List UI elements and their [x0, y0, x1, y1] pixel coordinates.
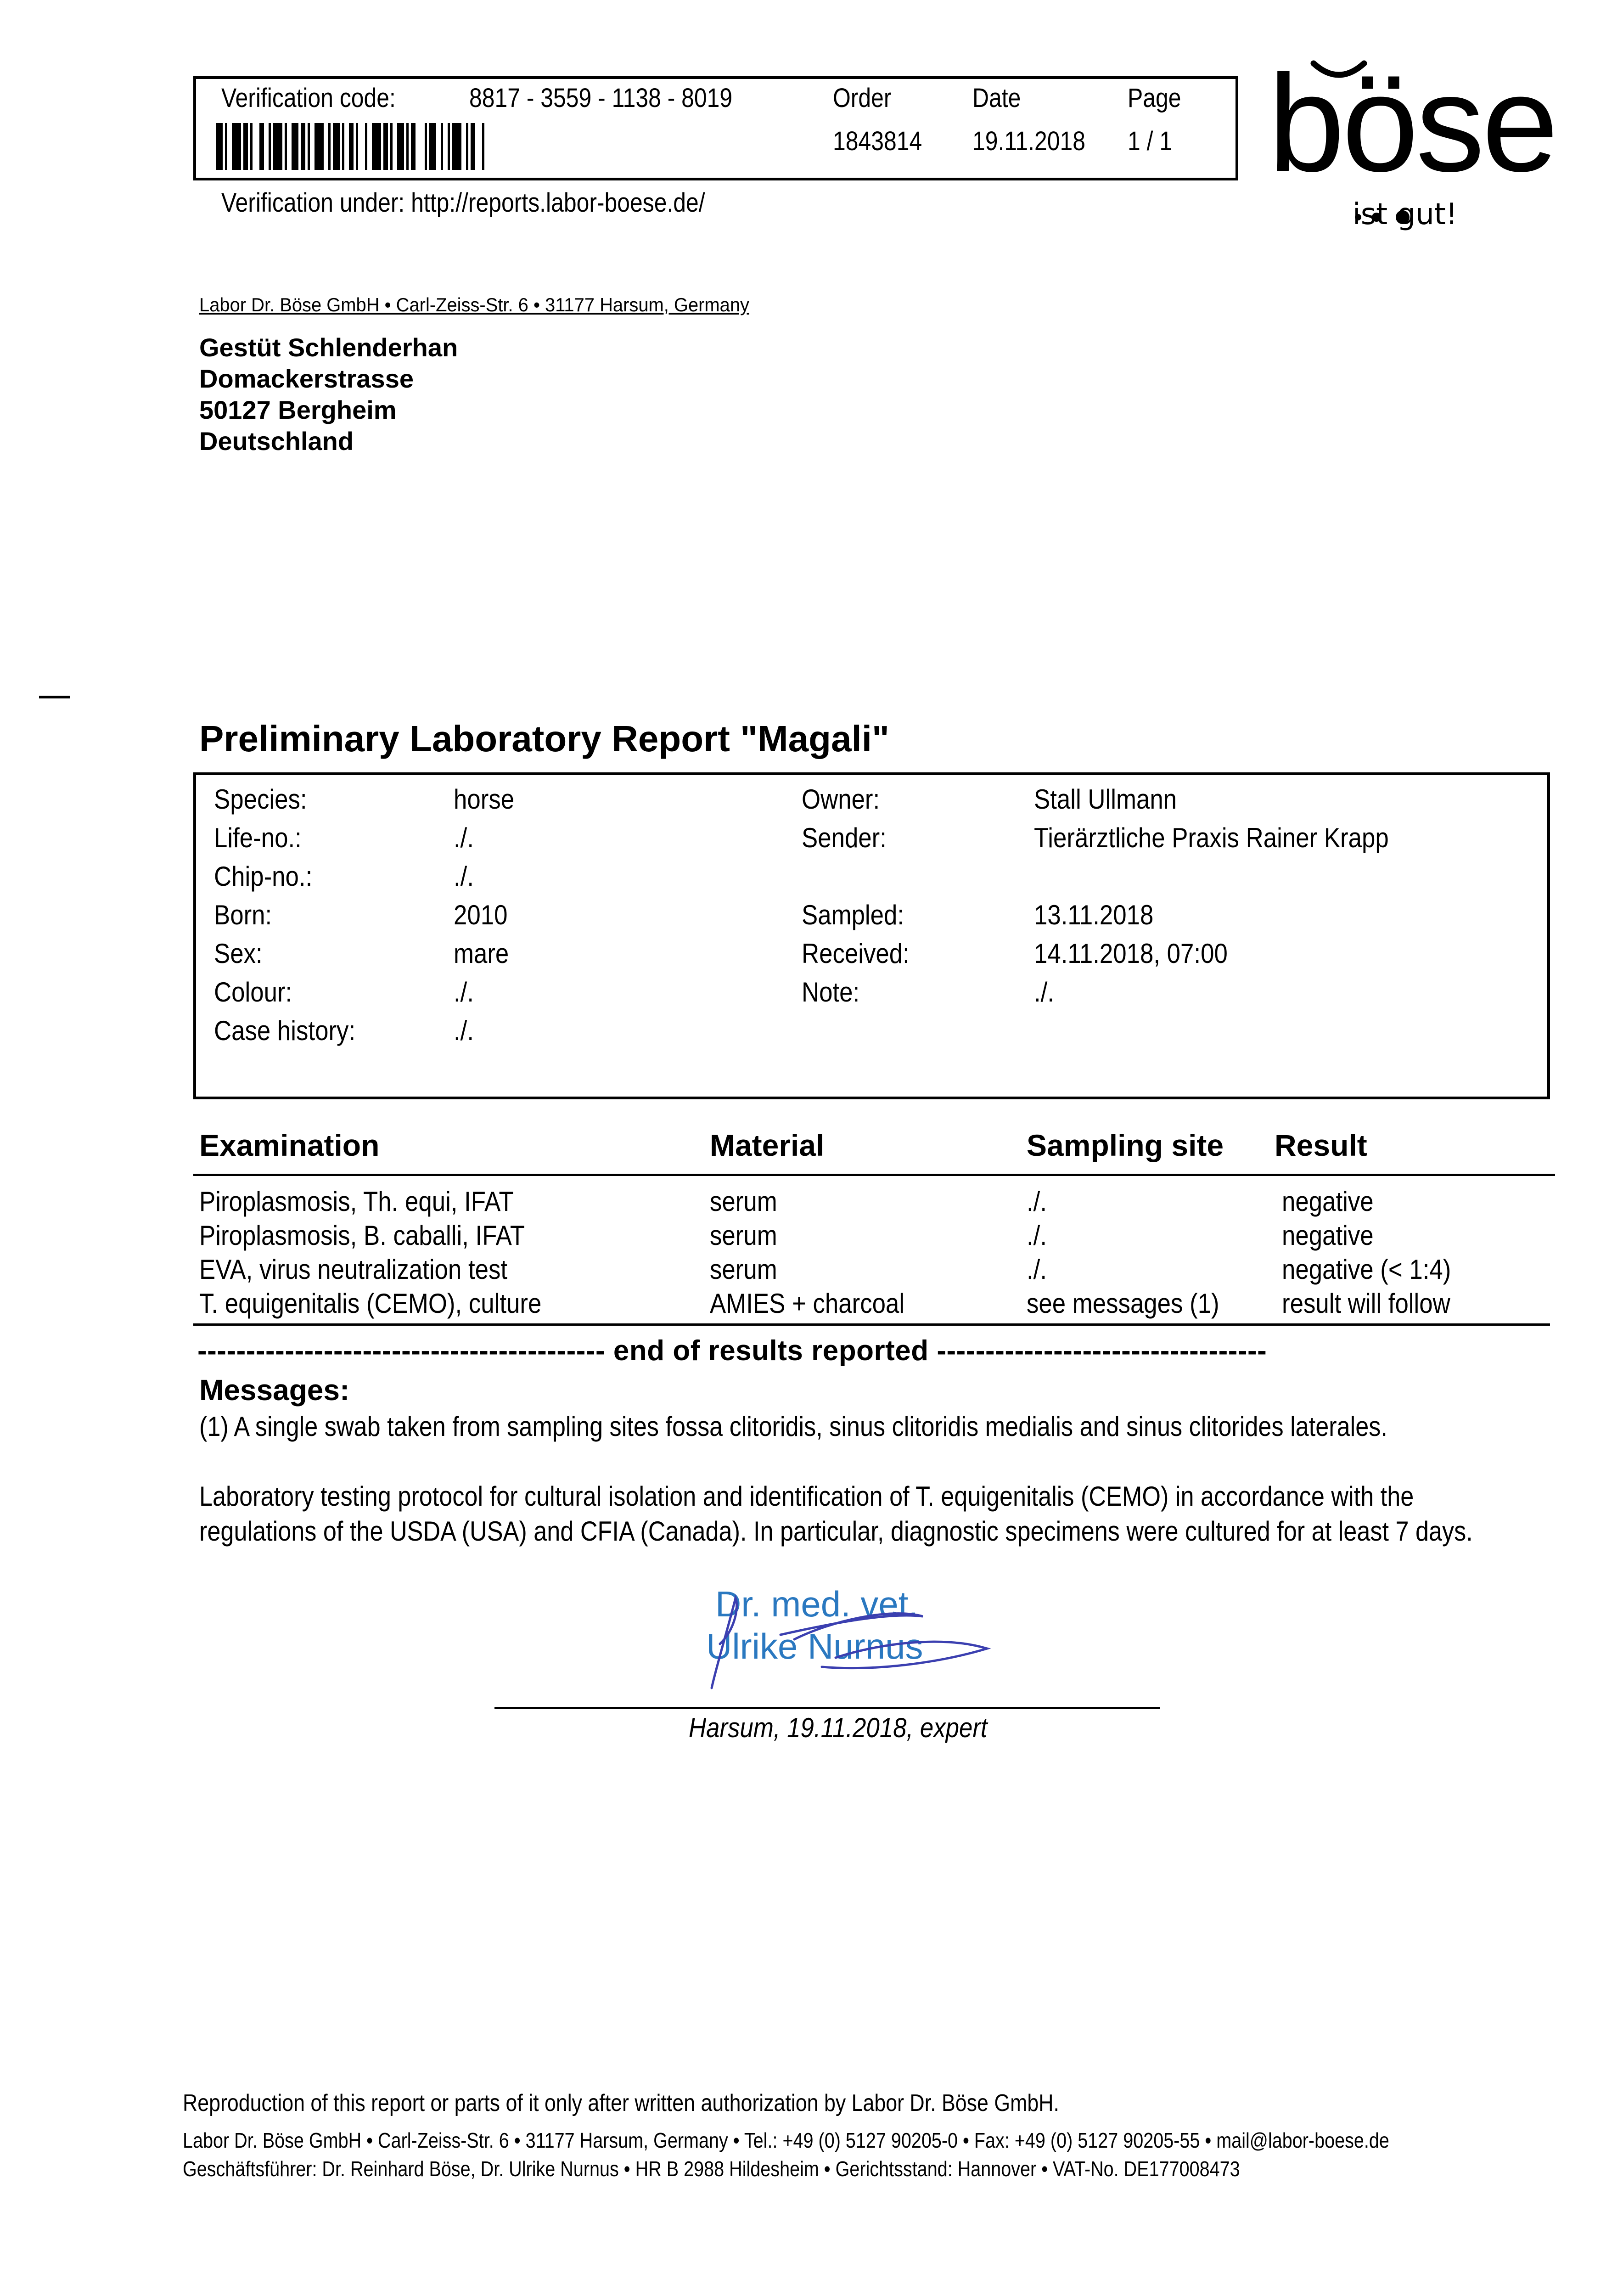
barcode-bar	[406, 123, 409, 170]
table-cell-material: serum	[710, 1220, 777, 1251]
recipient-city: 50127 Bergheim	[199, 395, 397, 424]
end-of-results-line: ------------------------------------------ end of results reported ----------------------------------	[197, 1335, 1267, 1367]
table-cell-material: serum	[710, 1254, 777, 1285]
table-cell-sampling-site: ./.	[1027, 1186, 1047, 1217]
barcode-bar	[292, 123, 298, 170]
message-item-1: (1) A single swab taken from sampling sites fossa clitoridis, sinus clitoridis medialis and sinus clitorides laterales.	[199, 1411, 1387, 1442]
info-value-sampled: 13.11.2018	[1034, 900, 1154, 930]
order-value: 1843814	[833, 126, 922, 156]
report-title: Preliminary Laboratory Report "Magali"	[199, 718, 889, 759]
barcode-bar	[285, 123, 287, 170]
table-header-rule	[193, 1174, 1555, 1176]
logo-slogan: ist gut!	[1353, 197, 1458, 231]
barcode-bar	[482, 123, 484, 170]
page-label: Page	[1128, 83, 1181, 113]
table-cell-examination: T. equigenitalis (CEMO), culture	[199, 1288, 542, 1319]
barcode-bar	[390, 123, 393, 170]
verification-url: Verification under: http://reports.labor-boese.de/	[221, 188, 705, 218]
barcode-bar	[243, 123, 248, 170]
barcode-bar	[216, 123, 223, 170]
barcode-bar	[333, 123, 340, 170]
barcode-bar	[301, 123, 305, 170]
barcode-bar	[425, 123, 427, 170]
barcode-bar	[372, 123, 381, 170]
info-value-received: 14.11.2018, 07:00	[1034, 938, 1228, 969]
signature-stamp	[684, 1580, 1015, 1704]
barcode-bar	[383, 123, 388, 170]
barcode-bar	[273, 123, 282, 170]
date-label: Date	[972, 83, 1021, 113]
table-cell-examination: Piroplasmosis, Th. equi, IFAT	[199, 1186, 514, 1217]
info-label-life-no: Life-no.:	[214, 822, 302, 853]
info-value-sex: mare	[454, 938, 509, 969]
date-value: 19.11.2018	[972, 126, 1085, 156]
protocol-text-line-2: regulations of the USDA (USA) and CFIA (Canada). In particular, diagnostic specimens were cultured for at least 7 days.	[199, 1516, 1473, 1547]
barcode-bar	[342, 123, 344, 170]
table-cell-result: negative (< 1:4)	[1282, 1254, 1451, 1285]
messages-title: Messages:	[199, 1373, 350, 1407]
info-label-born: Born:	[214, 900, 272, 930]
info-label-sex: Sex:	[214, 938, 263, 969]
barcode-bar	[471, 123, 475, 170]
signature-stamp-line-1: Dr. med. vet.	[715, 1584, 919, 1624]
table-cell-material: serum	[710, 1186, 777, 1217]
barcode-bar	[452, 123, 461, 170]
protocol-text-line-1: Laboratory testing protocol for cultural isolation and identification of T. equigenitalis (CEMO) in accordance with the	[199, 1481, 1414, 1512]
barcode-bar	[349, 123, 354, 170]
page-value: 1 / 1	[1128, 126, 1173, 156]
verification-code-label: Verification code:	[221, 83, 396, 113]
barcode-image	[216, 123, 553, 170]
table-cell-material: AMIES + charcoal	[710, 1288, 905, 1319]
table-cell-result: result will follow	[1282, 1288, 1450, 1319]
signature-line	[494, 1707, 1160, 1709]
info-label-note: Note:	[802, 977, 860, 1007]
info-label-case-history: Case history:	[214, 1015, 356, 1046]
barcode-bar	[397, 123, 404, 170]
footer-address: Labor Dr. Böse GmbH • Carl-Zeiss-Str. 6 • 31177 Harsum, Germany • Tel.: +49 (0) 5127 90205-0 • Fax: +49 (0) 5127 90205-55 • mail@labor-boese.de	[183, 2128, 1389, 2152]
column-header-sampling-site: Sampling site	[1027, 1128, 1224, 1162]
barcode-bar	[314, 123, 324, 170]
table-cell-sampling-site: see messages (1)	[1027, 1288, 1219, 1319]
order-label: Order	[833, 83, 892, 113]
table-cell-sampling-site: ./.	[1027, 1254, 1047, 1285]
barcode-bar	[269, 123, 271, 170]
info-value-note: ./.	[1034, 977, 1055, 1007]
verification-code-value: 8817 - 3559 - 1138 - 8019	[469, 83, 733, 113]
info-label-chip-no: Chip-no.:	[214, 861, 313, 892]
info-label-sampled: Sampled:	[802, 900, 904, 930]
info-value-born: 2010	[454, 900, 508, 930]
recipient-country: Deutschland	[199, 427, 354, 456]
column-header-examination: Examination	[199, 1128, 380, 1162]
table-cell-sampling-site: ./.	[1027, 1220, 1047, 1251]
info-value-species: horse	[454, 784, 515, 815]
barcode-bar	[466, 123, 468, 170]
signature-caption: Harsum, 19.11.2018, expert	[689, 1712, 988, 1743]
info-value-life-no: ./.	[454, 822, 474, 853]
info-label-species: Species:	[214, 784, 307, 815]
barcode-bar	[308, 123, 310, 170]
barcode-bar	[232, 123, 241, 170]
recipient-street: Domackerstrasse	[199, 364, 414, 393]
sender-return-address: Labor Dr. Böse GmbH • Carl-Zeiss-Str. 6 • 31177 Harsum, Germany	[199, 294, 749, 315]
barcode-bar	[250, 123, 253, 170]
signature-stamp-line-2: Ulrike Nurnus	[706, 1626, 923, 1666]
table-bottom-rule	[193, 1323, 1550, 1326]
info-label-colour: Colour:	[214, 977, 292, 1007]
fold-mark	[39, 696, 70, 698]
logo-umlaut-arc-icon	[1270, 54, 1518, 91]
recipient-name: Gestüt Schlenderhan	[199, 333, 458, 362]
barcode-bar	[441, 123, 443, 170]
footer-reproduction-note: Reproduction of this report or parts of it only after written authorization by Labor Dr. Böse GmbH.	[183, 2090, 1059, 2116]
info-label-owner: Owner:	[802, 784, 880, 815]
info-value-owner: Stall Ullmann	[1034, 784, 1177, 815]
info-value-colour: ./.	[454, 977, 474, 1007]
column-header-result: Result	[1275, 1128, 1367, 1162]
info-label-sender: Sender:	[802, 822, 887, 853]
table-cell-result: negative	[1282, 1220, 1374, 1251]
barcode-bar	[356, 123, 358, 170]
barcode-bar	[225, 123, 227, 170]
info-value-sender: Tierärztliche Praxis Rainer Krapp	[1034, 822, 1389, 853]
logo-wordmark-text: böse	[1268, 46, 1556, 200]
info-label-received: Received:	[802, 938, 910, 969]
column-header-material: Material	[710, 1128, 825, 1162]
barcode-bar	[259, 123, 264, 170]
barcode-bar	[365, 123, 367, 170]
table-cell-examination: EVA, virus neutralization test	[199, 1254, 508, 1285]
barcode-bar	[429, 123, 436, 170]
barcode-bar	[448, 123, 450, 170]
barcode-bar	[328, 123, 331, 170]
info-value-case-history: ./.	[454, 1015, 474, 1046]
footer-management: Geschäftsführer: Dr. Reinhard Böse, Dr. Ulrike Nurnus • HR B 2988 Hildesheim • Gerichtsstand: Hannover • VAT-No. DE177008473	[183, 2157, 1240, 2181]
animal-info-box	[193, 772, 1550, 1099]
table-cell-examination: Piroplasmosis, B. caballi, IFAT	[199, 1220, 525, 1251]
info-value-chip-no: ./.	[454, 861, 474, 892]
table-cell-result: negative	[1282, 1186, 1374, 1217]
barcode-bar	[411, 123, 416, 170]
